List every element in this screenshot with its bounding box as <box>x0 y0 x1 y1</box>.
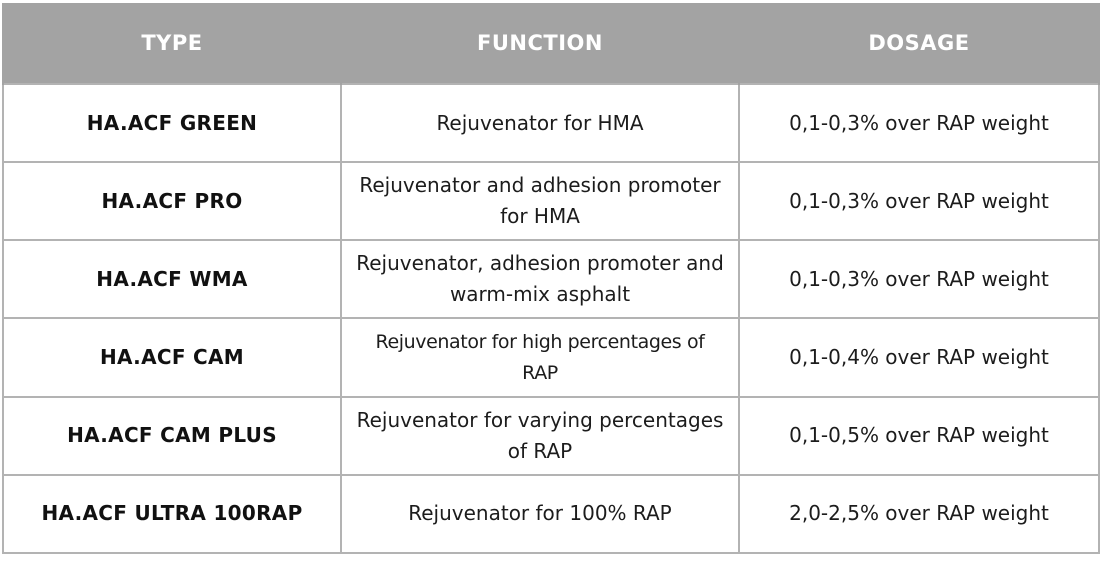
table-row <box>3 162 1099 240</box>
type-cell: HA.ACF CAM PLUS <box>3 397 341 475</box>
table-body <box>3 84 1099 553</box>
dosage-cell: 0,1-0,5% over RAP weight <box>739 397 1099 475</box>
header-row <box>3 3 1099 84</box>
dosage-cell: 0,1-0,4% over RAP weight <box>739 318 1099 396</box>
table-header <box>3 3 1099 84</box>
dosage-cell: 2,0-2,5% over RAP weight <box>739 475 1099 553</box>
dosage-cell: 0,1-0,3% over RAP weight <box>739 240 1099 318</box>
table-row <box>3 397 1099 475</box>
dosage-cell: 0,1-0,3% over RAP weight <box>739 162 1099 240</box>
product-dosage-table <box>2 3 1100 554</box>
table-row <box>3 240 1099 318</box>
type-cell: HA.ACF PRO <box>3 162 341 240</box>
table-row <box>3 475 1099 553</box>
function-cell: Rejuvenator for varying percentages of RAP <box>341 397 739 475</box>
header-dosage: DOSAGE <box>739 3 1099 84</box>
function-cell: Rejuvenator for high percentages of RAP <box>341 318 739 396</box>
type-cell: HA.ACF GREEN <box>3 84 341 162</box>
function-cell: Rejuvenator for 100% RAP <box>341 475 739 553</box>
type-cell: HA.ACF WMA <box>3 240 341 318</box>
function-cell: Rejuvenator, adhesion promoter and warm-mix asphalt <box>341 240 739 318</box>
function-cell: Rejuvenator and adhesion promoter for HMA <box>341 162 739 240</box>
table-row <box>3 318 1099 396</box>
dosage-cell: 0,1-0,3% over RAP weight <box>739 84 1099 162</box>
type-cell: HA.ACF ULTRA 100RAP <box>3 475 341 553</box>
table-row <box>3 84 1099 162</box>
type-cell: HA.ACF CAM <box>3 318 341 396</box>
function-cell: Rejuvenator for HMA <box>341 84 739 162</box>
header-function: FUNCTION <box>341 3 739 84</box>
header-type: TYPE <box>3 3 341 84</box>
